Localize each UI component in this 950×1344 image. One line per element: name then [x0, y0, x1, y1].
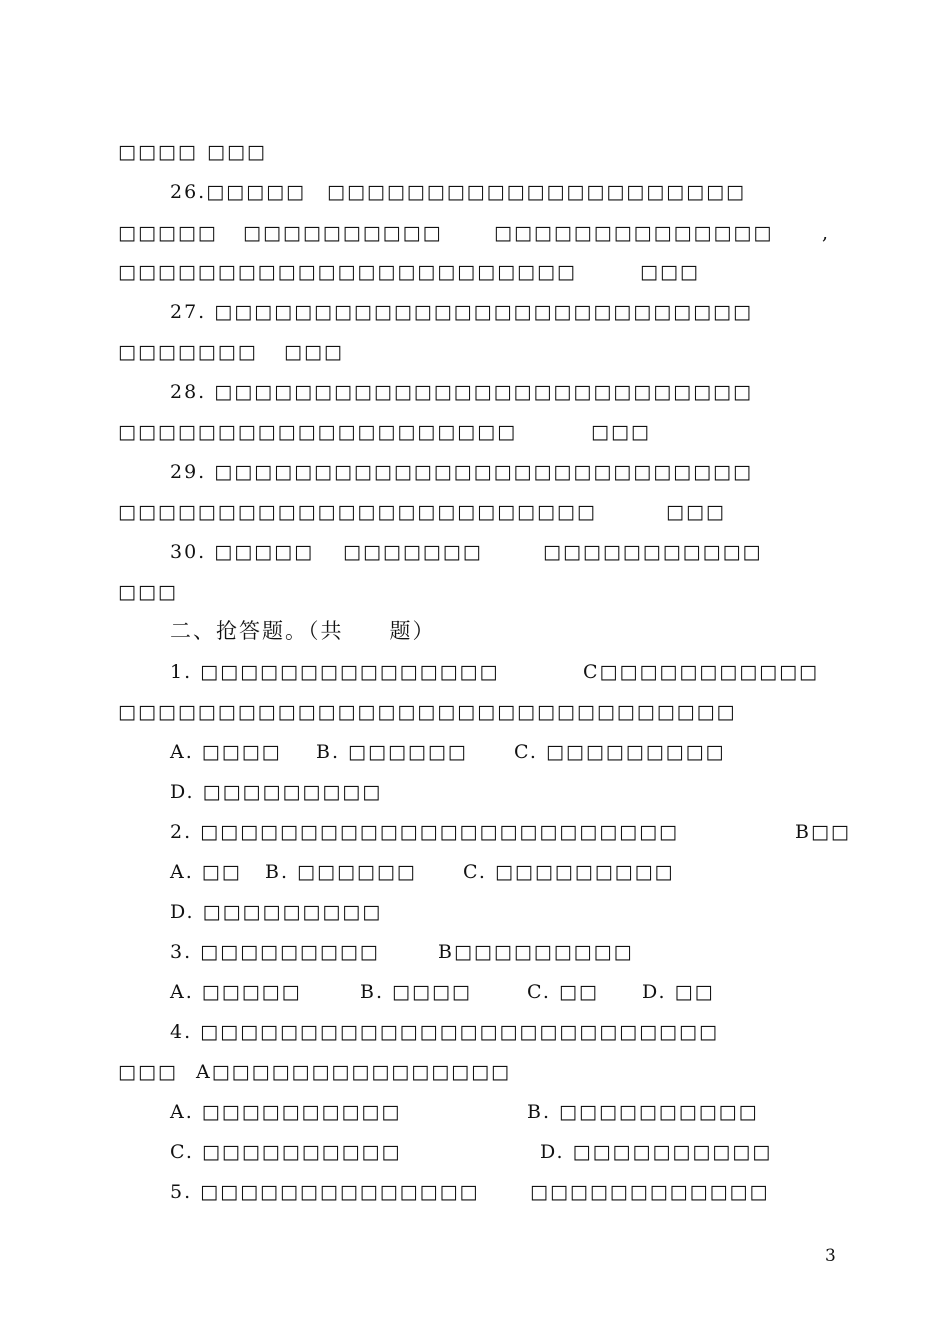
text-segment: D. □□□□□□□□□□ — [540, 1141, 773, 1163]
text-line — [0, 497, 950, 527]
text-segment: □□□□□□□□□□□□□□□□□□□□ — [118, 421, 518, 443]
text-line — [0, 457, 950, 487]
text-segment: C□□□□□□□□□□□ — [583, 661, 820, 683]
text-line — [0, 417, 950, 447]
section-heading — [0, 616, 950, 646]
text-line — [0, 657, 950, 687]
text-segment: □□□ — [591, 421, 651, 443]
text-segment: C. □□□□□□□□□ — [514, 741, 726, 763]
text-line — [0, 218, 950, 248]
text-segment: □□□ — [118, 581, 178, 603]
text-line — [0, 897, 950, 927]
text-line — [0, 297, 950, 327]
text-segment: 4. □□□□□□□□□□□□□□□□□□□□□□□□□□ — [170, 1021, 719, 1043]
text-segment: □□□ — [207, 141, 267, 163]
text-segment: 28. □□□□□□□□□□□□□□□□□□□□□□□□□□□ — [170, 381, 753, 403]
text-segment: C. □□□□□□□□□□ — [170, 1141, 402, 1163]
text-segment: □□□□□□□□□□□□□□□□□□□□□ — [327, 181, 746, 203]
text-segment: , — [822, 222, 831, 244]
text-segment: 26.□□□□□ — [170, 181, 306, 203]
text-line — [0, 137, 950, 167]
text-segment: D. □□□□□□□□□ — [170, 901, 383, 923]
text-line — [0, 577, 950, 607]
text-line — [0, 1017, 950, 1047]
text-segment: □□□ — [640, 261, 700, 283]
text-segment: 1. □□□□□□□□□□□□□□□ — [170, 661, 500, 683]
text-segment: □□□□□□□□□□□ — [543, 541, 763, 563]
text-segment: 30. □□□□□ — [170, 541, 315, 563]
text-segment: B□□□□□□□□□ — [438, 941, 634, 963]
text-segment: C. □□ — [527, 981, 599, 1003]
text-segment: 27. □□□□□□□□□□□□□□□□□□□□□□□□□□□ — [170, 301, 753, 323]
text-segment: □□□□□□□ — [343, 541, 483, 563]
text-segment: C. □□□□□□□□□ — [463, 861, 675, 883]
text-segment: B. □□□□ — [360, 981, 472, 1003]
text-segment: □□□□□□□□□□□□□□ — [494, 222, 774, 244]
text-line — [0, 777, 950, 807]
text-segment: □□□□□□□□□□□□□□□□□□□□□□□□□□□□□□□ — [118, 701, 737, 723]
text-line — [0, 937, 950, 967]
text-line — [0, 857, 950, 887]
text-line — [0, 1177, 950, 1207]
text-segment: □□□□□ — [118, 222, 218, 244]
text-segment: A. □□□□ — [170, 741, 282, 763]
text-line — [0, 697, 950, 727]
text-segment: D. □□ — [642, 981, 715, 1003]
text-line — [0, 537, 950, 567]
text-line — [0, 177, 950, 207]
text-segment: 3. □□□□□□□□□ — [170, 941, 380, 963]
text-segment: □□□ — [666, 501, 726, 523]
text-line — [0, 337, 950, 367]
text-segment: D. □□□□□□□□□ — [170, 781, 383, 803]
text-line — [0, 1057, 950, 1087]
text-segment: □□□□□□□□□□□□□□□□□□□□□□□ — [118, 261, 577, 283]
text-segment: □□□□□□□□□□□□□□□□□□□□□□□□ — [118, 501, 597, 523]
text-segment: A. □□ — [170, 861, 242, 883]
text-line — [0, 1137, 950, 1167]
text-line — [0, 257, 950, 287]
text-line — [0, 1097, 950, 1127]
text-segment: □□□ — [284, 341, 344, 363]
text-segment: 2. □□□□□□□□□□□□□□□□□□□□□□□□ — [170, 821, 680, 843]
text-line — [0, 977, 950, 1007]
text-segment: B. □□□□□□ — [265, 861, 417, 883]
text-line — [0, 377, 950, 407]
text-segment: □□□ — [118, 1061, 178, 1083]
text-segment: B□□ — [795, 821, 851, 843]
text-segment: □□□□□□□□□□□□ — [530, 1181, 770, 1203]
text-segment: □□□□ — [118, 141, 198, 163]
page-number: 3 — [825, 1246, 836, 1266]
text-segment: 29. □□□□□□□□□□□□□□□□□□□□□□□□□□□ — [170, 461, 753, 483]
text-segment: A. □□□□□ — [170, 981, 302, 1003]
text-segment: 二、抢答题。（共 题） — [170, 619, 436, 643]
text-segment: □□□□□□□ — [118, 341, 258, 363]
text-segment: B. □□□□□□□□□□ — [527, 1101, 759, 1123]
text-segment: □□□□□□□□□□ — [243, 222, 443, 244]
text-segment: A. □□□□□□□□□□ — [170, 1101, 402, 1123]
text-line — [0, 737, 950, 767]
text-segment: 5. □□□□□□□□□□□□□□ — [170, 1181, 480, 1203]
text-line — [0, 817, 950, 847]
text-segment: B. □□□□□□ — [316, 741, 468, 763]
text-segment: A□□□□□□□□□□□□□□□ — [196, 1061, 511, 1083]
